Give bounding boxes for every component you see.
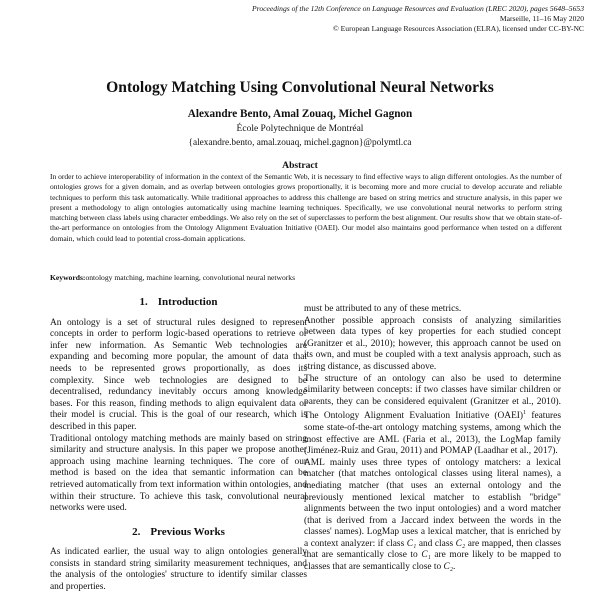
author-list: Alexandre Bento, Amal Zouaq, Michel Gagnon: [187, 108, 413, 120]
copyright-line: © European Language Resources Association (ELRA), licensed under CC-BY-NC: [332, 24, 584, 34]
paragraph-text: features some state-of-the-art ontology matching systems, among which the most effective are AML (Faria et al., 2013), the LogMap family (Jiménez-Ruiz and Grau, 2011) and POMAP (Laadhar et al., 2017).: [304, 411, 561, 457]
proceedings-line: Proceedings of the 12th Conference on Language Resources and Evaluation (LREC 2020), pages 5648–5653: [252, 4, 584, 13]
location-line: Marseille, 11–16 May 2020: [499, 14, 584, 24]
paragraph-text: are mapped, then classes that are semantically close to: [304, 538, 561, 561]
previous-works-paragraph-1: As indicated earlier, the usual way to align ontologies generally consists in standard string similarity measurement techniques, and the analysis of the ontologies' structure to identify similar classes and properties.: [50, 547, 307, 593]
section-heading-previous-works: [50, 527, 307, 539]
math-c2: C₂: [455, 538, 466, 549]
intro-paragraph-2: Traditional ontology matching methods are mainly based on string similarity and structure analysis. In this paper we propose another approach using machine learning techniques. The core of our method is based on the idea that semantic information can be retrieved automatically from text information within ontologies, and within their structure. To achieve this task, convolutional neural networks were used.: [50, 433, 307, 514]
right-paragraph-1: must be attributed to any of these metrics.: [304, 304, 462, 314]
section-heading-introduction: [50, 297, 307, 309]
math-c1: C₁: [406, 538, 417, 549]
keywords-label: Keywords:: [50, 273, 86, 282]
abstract-heading: Abstract: [282, 160, 318, 171]
abstract-text: In order to achieve interoperability of information in the context of the Semantic Web, it is necessary to find effective ways to align different ontologies. As the number of ontologies grows for a given domain, and as overlap between ontologies grows proportionally, it is becoming more and more crucial to develop accurate and reliable techniques to perform this task automatically. While traditional approaches to address this challenge are based on string metrics and structure analysis, in this paper we present a methodology to align ontologies automatically using machine learning techniques. Specifically, we use convolutional neural networks to perform string matching between class labels using character embeddings. We also rely on the set of superclasses to perform the best alignment. Our results show that we obtain state-of-the-art performance on ontologies from the Ontology Alignment Evaluation Initiative (OAEI). Our model also maintains good performance when tested on a different domain, which could lead to potential cross-domain applications.: [50, 172, 562, 243]
intro-paragraph-1: An ontology is a set of structural rules designed to represent concepts in order to perform logic-based operations to retrieve or infer new information. As Semantic Web technologies are expanding and becoming more popular, the amount of data that needs to be represented grows proportionally, as does its complexity. Since web technologies are designed to be decentralised, redundancy inevitably occurs among knowledge bases. For this reason, finding methods to align equivalent data or their model is crucial. This is the goal of our research, which is described in this paper.: [50, 317, 307, 432]
section-title: Introduction: [157, 296, 218, 308]
paragraph-text: The structure of an ontology can also be used to determine similarity between concepts: if two classes have similar children or parents, they can be considered equivalent (Granitzer et al., 2010). The Ontology Alignment Evaluation Initiative (OAEI): [304, 373, 561, 422]
left-column: [50, 297, 307, 594]
paragraph-text: .: [453, 562, 456, 573]
affiliation: École Polytechnique de Montréal: [236, 124, 364, 134]
section-number: 1.: [139, 296, 148, 308]
math-c2: C₂: [443, 562, 454, 573]
right-column: [304, 304, 561, 574]
right-paragraph-4: [304, 458, 561, 574]
paragraph-text: and class: [416, 538, 456, 549]
keywords-line: [50, 273, 562, 282]
paragraph-text: AML mainly uses three types of ontology matchers: a lexical matcher (that matches ontological classes using literal names), a mediating matcher (that uses an external ontology and the previously mentioned lexical matcher to establish "bridge" alignments between the two input ontologies) and a word matcher (that is derived from a Jaccard index between the words in the classes' names). LogMap uses a lexical matcher, that is enriched by a context analyzer: if class: [304, 457, 561, 549]
footnote-mark: 1: [523, 410, 527, 417]
section-number: 2.: [132, 525, 141, 538]
right-paragraph-3: [304, 374, 561, 458]
proceedings-header: [204, 4, 584, 35]
math-c1: C₁: [421, 550, 431, 561]
keywords-text: ontology matching, machine learning, convolutional neural networks: [85, 273, 296, 282]
paragraph-text: are more likely to be mapped to classes that are semantically close to: [304, 550, 562, 573]
right-paragraph-2: Another possible approach consists of analyzing similarities between data types of key properties for each studied concept (Granitzer et al., 2010); however, this approach cannot be used on its own, and must be coupled with a text analysis approach, such as string distance, as discussed above.: [304, 315, 561, 372]
section-title: Previous Works: [150, 525, 225, 538]
author-emails: {alexandre.bento, amal.zouaq, michel.gagnon}@polymtl.ca: [188, 138, 412, 148]
paper-title: Ontology Matching Using Convolutional Neural Networks: [106, 79, 494, 96]
